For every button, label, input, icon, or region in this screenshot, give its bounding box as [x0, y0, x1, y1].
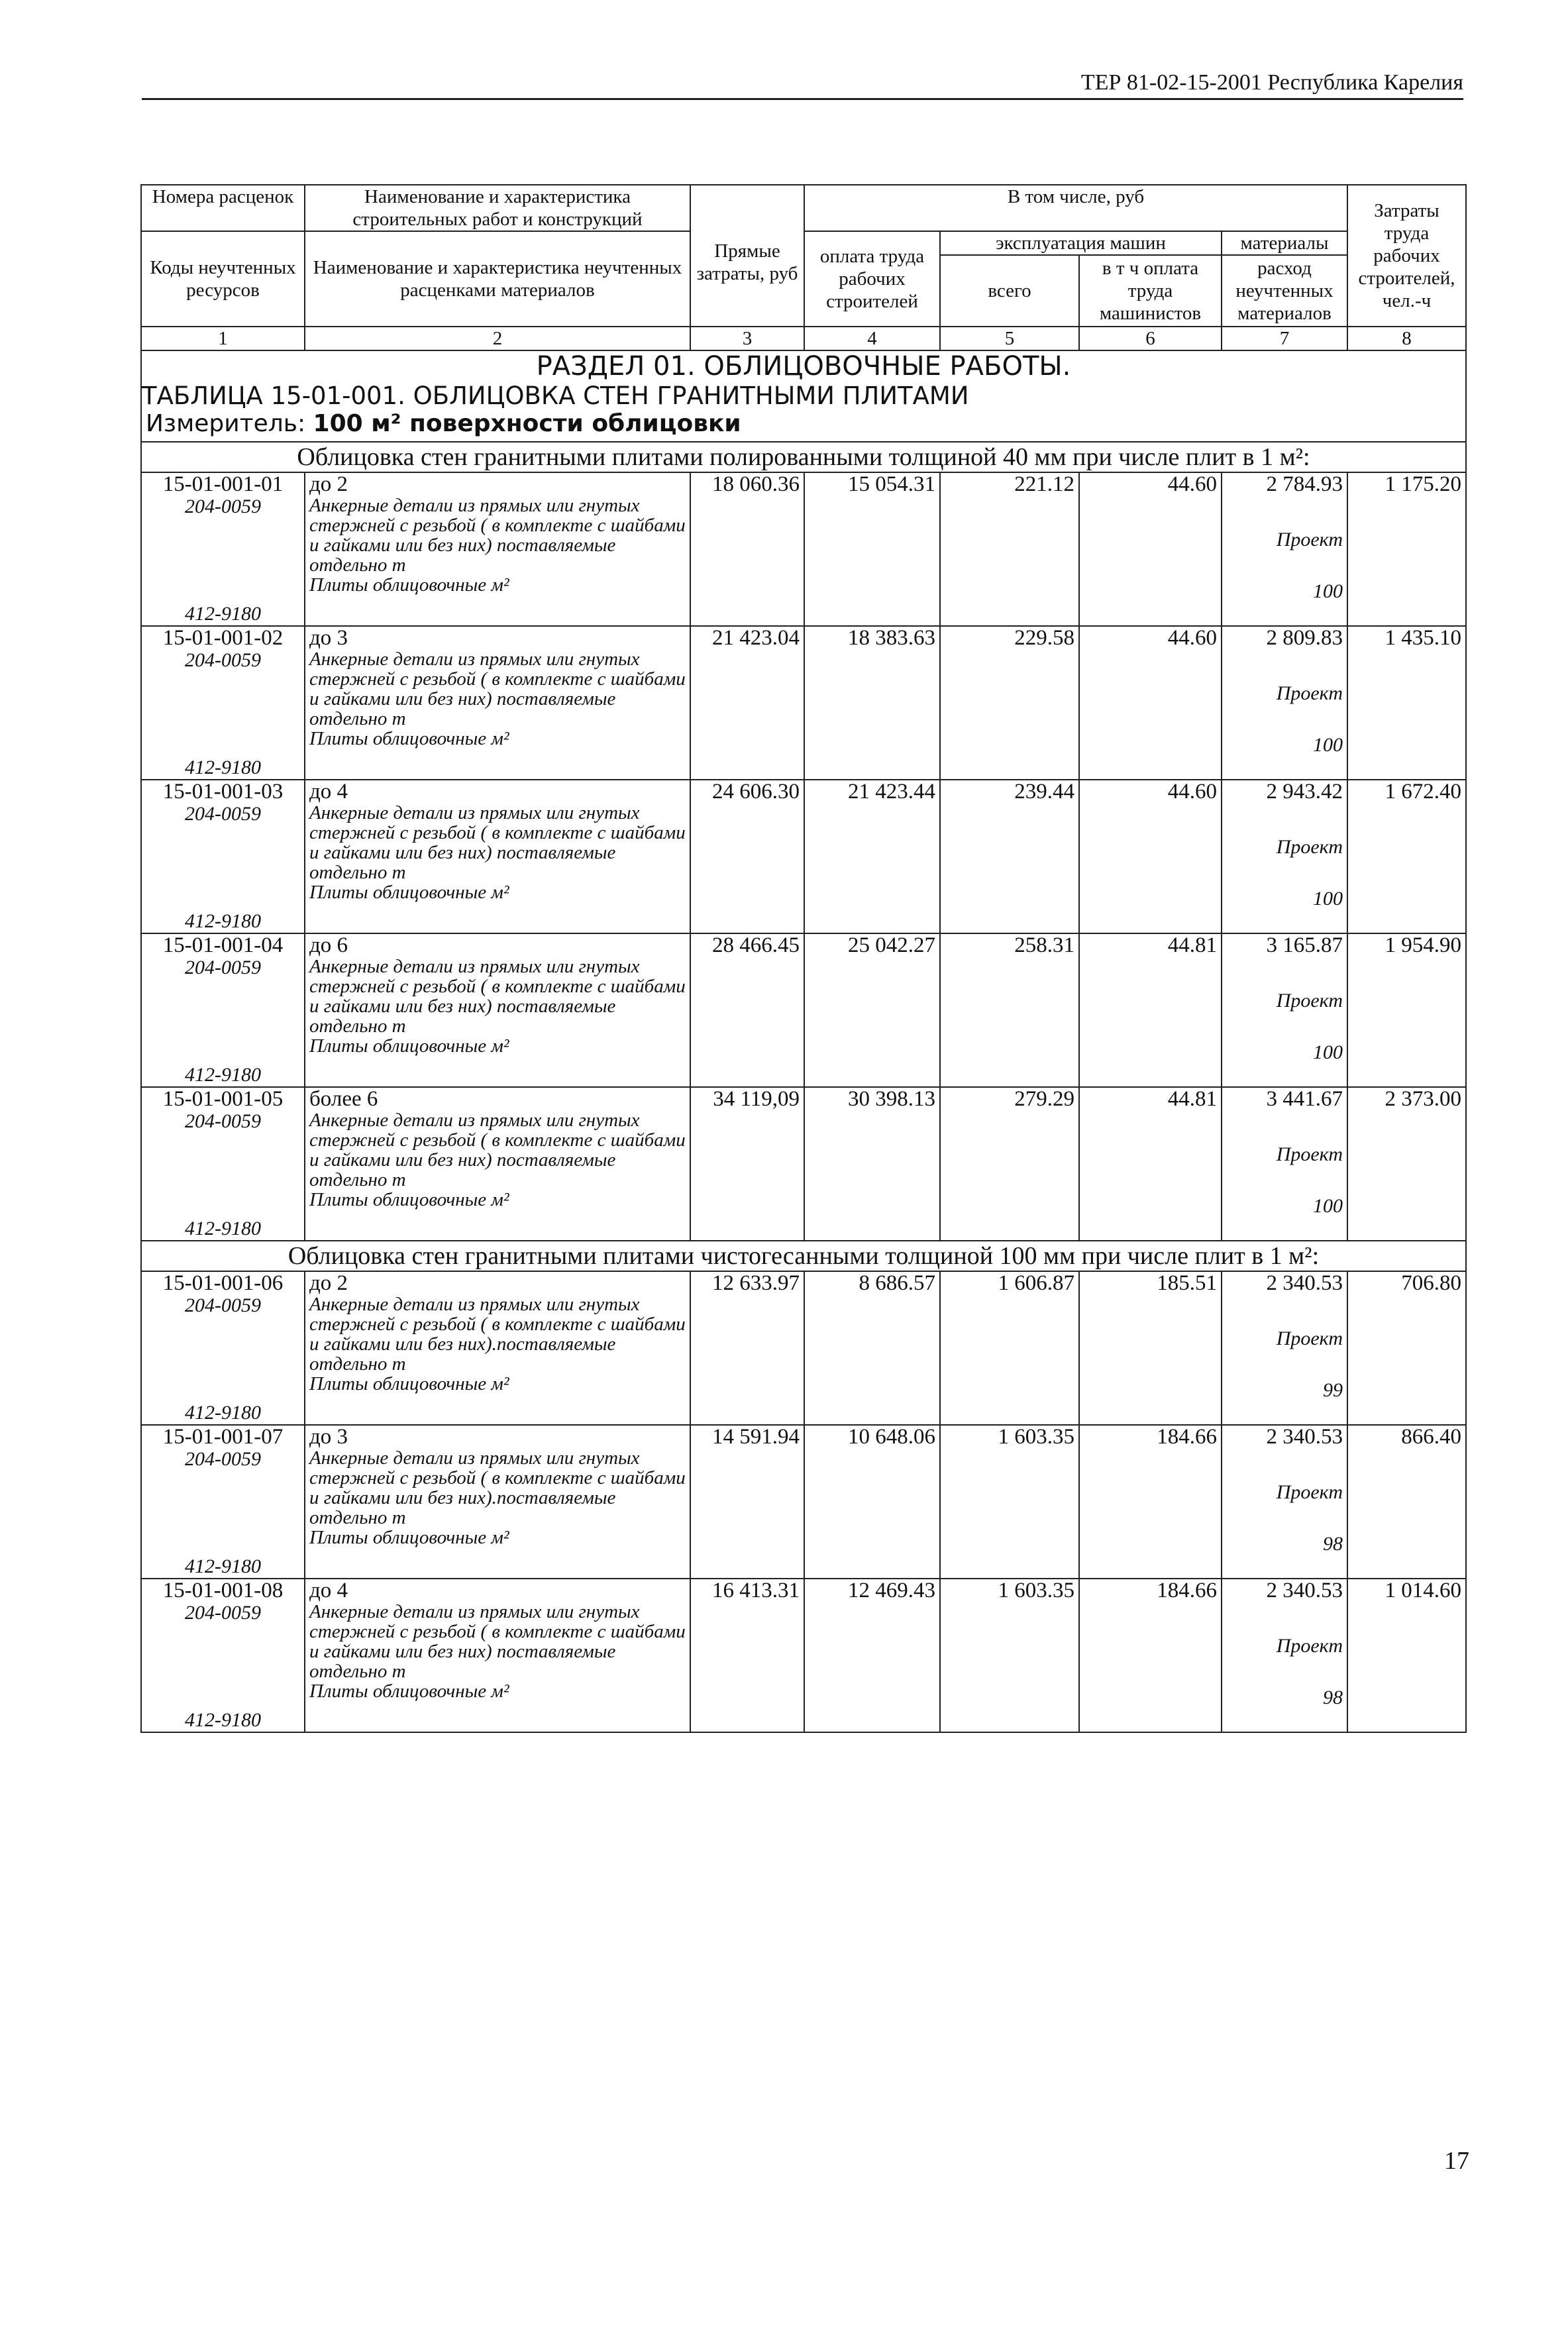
rate-row — [141, 1087, 1466, 1241]
resource-code: 204-0059 — [185, 1448, 261, 1470]
rate-row — [141, 1425, 1466, 1579]
value-cell-c6 — [1079, 626, 1222, 780]
value-c4: 18 383.63 — [848, 626, 935, 650]
material-name: Плиты облицовочные м² — [309, 728, 509, 749]
col-num-7: 7 — [1222, 327, 1347, 350]
value-cell-c7 — [1222, 933, 1347, 1087]
value-c7: 3 165.87 — [1266, 933, 1343, 957]
col-header-labor: Затраты труда рабочих строителей, чел.-ч — [1347, 185, 1466, 327]
material-name: Анкерные детали из прямых или гнутых стержней с резьбой ( в комплекте с шайбами и гайками или без них).поставляемые отдельно т — [309, 1294, 686, 1375]
resource-code: 412-9180 — [185, 1709, 261, 1731]
rate-codes-cell — [141, 1579, 305, 1732]
material-quantity: 100 — [1313, 734, 1343, 756]
material-name: Анкерные детали из прямых или гнутых стержней с резьбой ( в комплекте с шайбами и гайками или без них) поставляемые отдельно т — [309, 649, 686, 729]
value-c5: 229.58 — [1014, 626, 1074, 650]
value-cell-c3 — [690, 933, 804, 1087]
value-c8: 1 954.90 — [1385, 933, 1461, 957]
resource-code: 204-0059 — [185, 1110, 261, 1132]
material-name: Анкерные детали из прямых или гнутых стержней с резьбой ( в комплекте с шайбами и гайками или без них).поставляемые отдельно т — [309, 1447, 686, 1528]
section-title: РАЗДЕЛ 01. ОБЛИЦОВОЧНЫЕ РАБОТЫ. — [141, 350, 1466, 382]
value-cell-c6 — [1079, 472, 1222, 626]
material-name: Анкерные детали из прямых или гнутых стержней с резьбой ( в комплекте с шайбами и гайками или без них) поставляемые отдельно т — [309, 1110, 686, 1190]
value-c5: 279.29 — [1014, 1087, 1074, 1111]
resource-code: 412-9180 — [185, 1218, 261, 1239]
rate-code: 15-01-001-06 — [162, 1271, 284, 1295]
value-cell-c6 — [1079, 780, 1222, 933]
material-name: Анкерные детали из прямых или гнутых стержней с резьбой ( в комплекте с шайбами и гайками или без них) поставляемые отдельно т — [309, 802, 686, 883]
material-quantity: 98 — [1323, 1687, 1343, 1708]
value-cell-c5 — [940, 472, 1079, 626]
col-header-materials: материалы — [1222, 231, 1347, 255]
value-cell-c7 — [1222, 472, 1347, 626]
material-name: Анкерные детали из прямых или гнутых стержней с резьбой ( в комплекте с шайбами и гайками или без них) поставляемые отдельно т — [309, 956, 686, 1037]
value-cell-c3 — [690, 780, 804, 933]
value-cell-c8 — [1347, 1425, 1466, 1579]
value-c6: 44.81 — [1167, 933, 1217, 957]
rate-row — [141, 933, 1466, 1087]
value-c8: 866.40 — [1401, 1425, 1461, 1449]
value-c5: 221.12 — [1014, 472, 1074, 496]
value-cell-c5 — [940, 1425, 1079, 1579]
resource-code: 204-0059 — [185, 1294, 261, 1316]
material-name: Плиты облицовочные м² — [309, 882, 509, 903]
work-name-cell — [305, 780, 690, 933]
table-title: ТАБЛИЦА 15-01-001. ОБЛИЦОВКА СТЕН ГРАНИТНЫМИ ПЛИТАМИ — [141, 382, 1466, 410]
value-cell-c7 — [1222, 1425, 1347, 1579]
value-cell-c6 — [1079, 1425, 1222, 1579]
value-c3: 24 606.30 — [712, 780, 800, 804]
value-cell-c8 — [1347, 1579, 1466, 1732]
rate-code: 15-01-001-07 — [162, 1425, 284, 1449]
material-quantity: 100 — [1313, 1041, 1343, 1063]
value-c3: 34 119,09 — [713, 1087, 800, 1111]
rate-codes-cell — [141, 472, 305, 626]
work-name: до 3 — [309, 1425, 348, 1449]
value-c7: 3 441.67 — [1266, 1087, 1343, 1111]
value-cell-c6 — [1079, 1087, 1222, 1241]
value-c8: 1 435.10 — [1385, 626, 1461, 650]
material-name: Плиты облицовочные м² — [309, 574, 509, 596]
value-c8: 1 175.20 — [1385, 472, 1461, 496]
material-name: Плиты облицовочные м² — [309, 1373, 509, 1394]
rate-row — [141, 472, 1466, 626]
material-name: Анкерные детали из прямых или гнутых стержней с резьбой ( в комплекте с шайбами и гайками или без них) поставляемые отдельно т — [309, 1601, 686, 1682]
col-header-incl: В том числе, руб — [804, 185, 1347, 231]
value-cell-c4 — [804, 1087, 940, 1241]
material-name: Плиты облицовочные м² — [309, 1527, 509, 1548]
rate-code: 15-01-001-08 — [162, 1579, 284, 1602]
value-cell-c5 — [940, 933, 1079, 1087]
resource-code: 204-0059 — [185, 1602, 261, 1624]
material-quantity: 100 — [1313, 888, 1343, 910]
rate-row — [141, 626, 1466, 780]
work-name-cell — [305, 1271, 690, 1425]
material-name: Плиты облицовочные м² — [309, 1189, 509, 1210]
work-name: более 6 — [309, 1087, 378, 1111]
value-cell-c5 — [940, 1579, 1079, 1732]
col-header-codes: Номера расценок — [141, 185, 305, 231]
value-cell-c7 — [1222, 780, 1347, 933]
value-cell-c3 — [690, 1579, 804, 1732]
value-c7: 2 784.93 — [1266, 472, 1343, 496]
value-cell-c7 — [1222, 1087, 1347, 1241]
col-header-machines: эксплуатация машин — [940, 231, 1222, 255]
material-quantity: 100 — [1313, 580, 1343, 602]
col-num-8: 8 — [1347, 327, 1466, 350]
resource-code: 412-9180 — [185, 1064, 261, 1086]
rate-codes-cell — [141, 1087, 305, 1241]
value-cell-c3 — [690, 472, 804, 626]
col-header-name: Наименование и характеристика строительных работ и конструкций — [305, 185, 690, 231]
project-note: Проект — [1276, 682, 1343, 704]
value-cell-c4 — [804, 1425, 940, 1579]
material-name: Плиты облицовочные м² — [309, 1035, 509, 1057]
rate-row — [141, 1271, 1466, 1425]
value-c6: 44.60 — [1167, 472, 1217, 496]
work-name-cell — [305, 1425, 690, 1579]
value-cell-c7 — [1222, 1271, 1347, 1425]
document-reference: ТЕР 81-02-15-2001 Республика Карелия — [1080, 70, 1463, 95]
value-c4: 21 423.44 — [848, 780, 935, 804]
project-note: Проект — [1276, 1635, 1343, 1657]
value-c4: 10 648.06 — [848, 1425, 935, 1449]
value-c8: 1 014.60 — [1385, 1579, 1461, 1602]
value-cell-c3 — [690, 626, 804, 780]
value-c7: 2 943.42 — [1266, 780, 1343, 804]
value-c5: 239.44 — [1014, 780, 1074, 804]
resource-code: 204-0059 — [185, 496, 261, 517]
project-note: Проект — [1276, 1328, 1343, 1349]
col-header-materials-name: Наименование и характеристика неучтенных расценками материалов — [305, 231, 690, 327]
rate-row — [141, 780, 1466, 933]
rates-table — [140, 184, 1467, 1733]
value-cell-c4 — [804, 1579, 940, 1732]
work-name: до 4 — [309, 1579, 348, 1602]
value-c8: 2 373.00 — [1385, 1087, 1461, 1111]
resource-code: 204-0059 — [185, 957, 261, 978]
value-cell-c8 — [1347, 1087, 1466, 1241]
resource-code: 412-9180 — [185, 910, 261, 932]
value-c7: 2 340.53 — [1266, 1579, 1343, 1602]
rate-code: 15-01-001-02 — [162, 626, 284, 650]
col-num-3: 3 — [690, 327, 804, 350]
col-header-direct-costs: Прямые затраты, руб — [690, 185, 804, 327]
col-num-1: 1 — [141, 327, 305, 350]
work-name-cell — [305, 472, 690, 626]
material-quantity: 100 — [1313, 1195, 1343, 1217]
rate-row — [141, 1579, 1466, 1732]
value-c3: 14 591.94 — [712, 1425, 800, 1449]
resource-code: 412-9180 — [185, 1402, 261, 1424]
value-cell-c4 — [804, 933, 940, 1087]
material-quantity: 98 — [1323, 1533, 1343, 1555]
value-cell-c4 — [804, 472, 940, 626]
rate-codes-cell — [141, 933, 305, 1087]
value-c6: 184.66 — [1157, 1425, 1217, 1449]
value-c4: 8 686.57 — [859, 1271, 935, 1295]
work-name: до 6 — [309, 933, 348, 957]
value-cell-c6 — [1079, 1271, 1222, 1425]
rate-code: 15-01-001-01 — [162, 472, 284, 496]
project-note: Проект — [1276, 529, 1343, 550]
value-cell-c5 — [940, 1271, 1079, 1425]
meter: Измеритель: 100 м² поверхности облицовки — [141, 410, 1466, 442]
group-title: Облицовка стен гранитными плитами чистогесанными толщиной 100 мм при числе плит в 1 м²: — [141, 1241, 1466, 1271]
value-cell-c8 — [1347, 472, 1466, 626]
col-header-resource-codes: Коды неучтенных ресурсов — [141, 231, 305, 327]
col-num-6: 6 — [1079, 327, 1222, 350]
value-c8: 1 672.40 — [1385, 780, 1461, 804]
col-num-4: 4 — [804, 327, 940, 350]
value-cell-c7 — [1222, 1579, 1347, 1732]
value-c5: 258.31 — [1014, 933, 1074, 957]
value-c6: 185.51 — [1157, 1271, 1217, 1295]
value-c7: 2 809.83 — [1266, 626, 1343, 650]
value-c6: 44.60 — [1167, 626, 1217, 650]
work-name: до 4 — [309, 780, 348, 804]
value-c3: 28 466.45 — [712, 933, 800, 957]
material-name: Плиты облицовочные м² — [309, 1681, 509, 1702]
value-c4: 12 469.43 — [848, 1579, 935, 1602]
work-name-cell — [305, 933, 690, 1087]
rate-codes-cell — [141, 626, 305, 780]
material-name: Анкерные детали из прямых или гнутых стержней с резьбой ( в комплекте с шайбами и гайками или без них) поставляемые отдельно т — [309, 495, 686, 576]
col-header-unaccounted-materials: расход неучтенных материалов — [1222, 255, 1347, 327]
value-cell-c8 — [1347, 626, 1466, 780]
project-note: Проект — [1276, 836, 1343, 858]
project-note: Проект — [1276, 1143, 1343, 1165]
value-cell-c5 — [940, 626, 1079, 780]
value-cell-c8 — [1347, 1271, 1466, 1425]
work-name-cell — [305, 1579, 690, 1732]
value-cell-c8 — [1347, 780, 1466, 933]
col-header-machines-total: всего — [940, 255, 1079, 327]
value-c7: 2 340.53 — [1266, 1425, 1343, 1449]
work-name: до 3 — [309, 626, 348, 650]
project-note: Проект — [1276, 990, 1343, 1012]
value-cell-c8 — [1347, 933, 1466, 1087]
value-c5: 1 603.35 — [998, 1425, 1074, 1449]
value-c5: 1 603.35 — [998, 1579, 1074, 1602]
page-number: 17 — [1444, 2147, 1469, 2175]
rate-codes-cell — [141, 1425, 305, 1579]
value-c3: 21 423.04 — [712, 626, 800, 650]
value-cell-c4 — [804, 626, 940, 780]
value-c5: 1 606.87 — [998, 1271, 1074, 1295]
work-name: до 2 — [309, 472, 348, 496]
work-name: до 2 — [309, 1271, 348, 1295]
value-cell-c3 — [690, 1087, 804, 1241]
value-c7: 2 340.53 — [1266, 1271, 1343, 1295]
material-quantity: 99 — [1323, 1379, 1343, 1401]
rate-codes-cell — [141, 1271, 305, 1425]
project-note: Проект — [1276, 1481, 1343, 1503]
work-name-cell — [305, 1087, 690, 1241]
col-num-5: 5 — [940, 327, 1079, 350]
resource-code: 412-9180 — [185, 1555, 261, 1577]
value-c6: 184.66 — [1157, 1579, 1217, 1602]
value-cell-c4 — [804, 780, 940, 933]
value-c3: 12 633.97 — [712, 1271, 800, 1295]
work-name-cell — [305, 626, 690, 780]
page-header — [142, 64, 1463, 100]
value-c4: 30 398.13 — [848, 1087, 935, 1111]
value-c4: 15 054.31 — [848, 472, 935, 496]
resource-code: 412-9180 — [185, 757, 261, 778]
value-c3: 16 413.31 — [712, 1579, 800, 1602]
col-header-machinist-wages: в т ч оплата труда машинистов — [1079, 255, 1222, 327]
value-cell-c4 — [804, 1271, 940, 1425]
resource-code: 204-0059 — [185, 803, 261, 825]
value-c4: 25 042.27 — [848, 933, 935, 957]
group-title: Облицовка стен гранитными плитами полированными толщиной 40 мм при числе плит в 1 м²: — [141, 442, 1466, 472]
value-c3: 18 060.36 — [712, 472, 800, 496]
rate-code: 15-01-001-04 — [162, 933, 284, 957]
value-cell-c5 — [940, 780, 1079, 933]
col-num-2: 2 — [305, 327, 690, 350]
resource-code: 204-0059 — [185, 649, 261, 671]
value-c6: 44.81 — [1167, 1087, 1217, 1111]
value-cell-c6 — [1079, 933, 1222, 1087]
value-c6: 44.60 — [1167, 780, 1217, 804]
col-header-wages: оплата труда рабочих строителей — [804, 231, 940, 327]
resource-code: 412-9180 — [185, 603, 261, 625]
rate-code: 15-01-001-05 — [162, 1087, 284, 1111]
value-cell-c7 — [1222, 626, 1347, 780]
value-cell-c3 — [690, 1271, 804, 1425]
value-cell-c6 — [1079, 1579, 1222, 1732]
value-cell-c3 — [690, 1425, 804, 1579]
rate-code: 15-01-001-03 — [162, 780, 284, 804]
value-cell-c5 — [940, 1087, 1079, 1241]
rate-codes-cell — [141, 780, 305, 933]
value-c8: 706.80 — [1401, 1271, 1461, 1295]
